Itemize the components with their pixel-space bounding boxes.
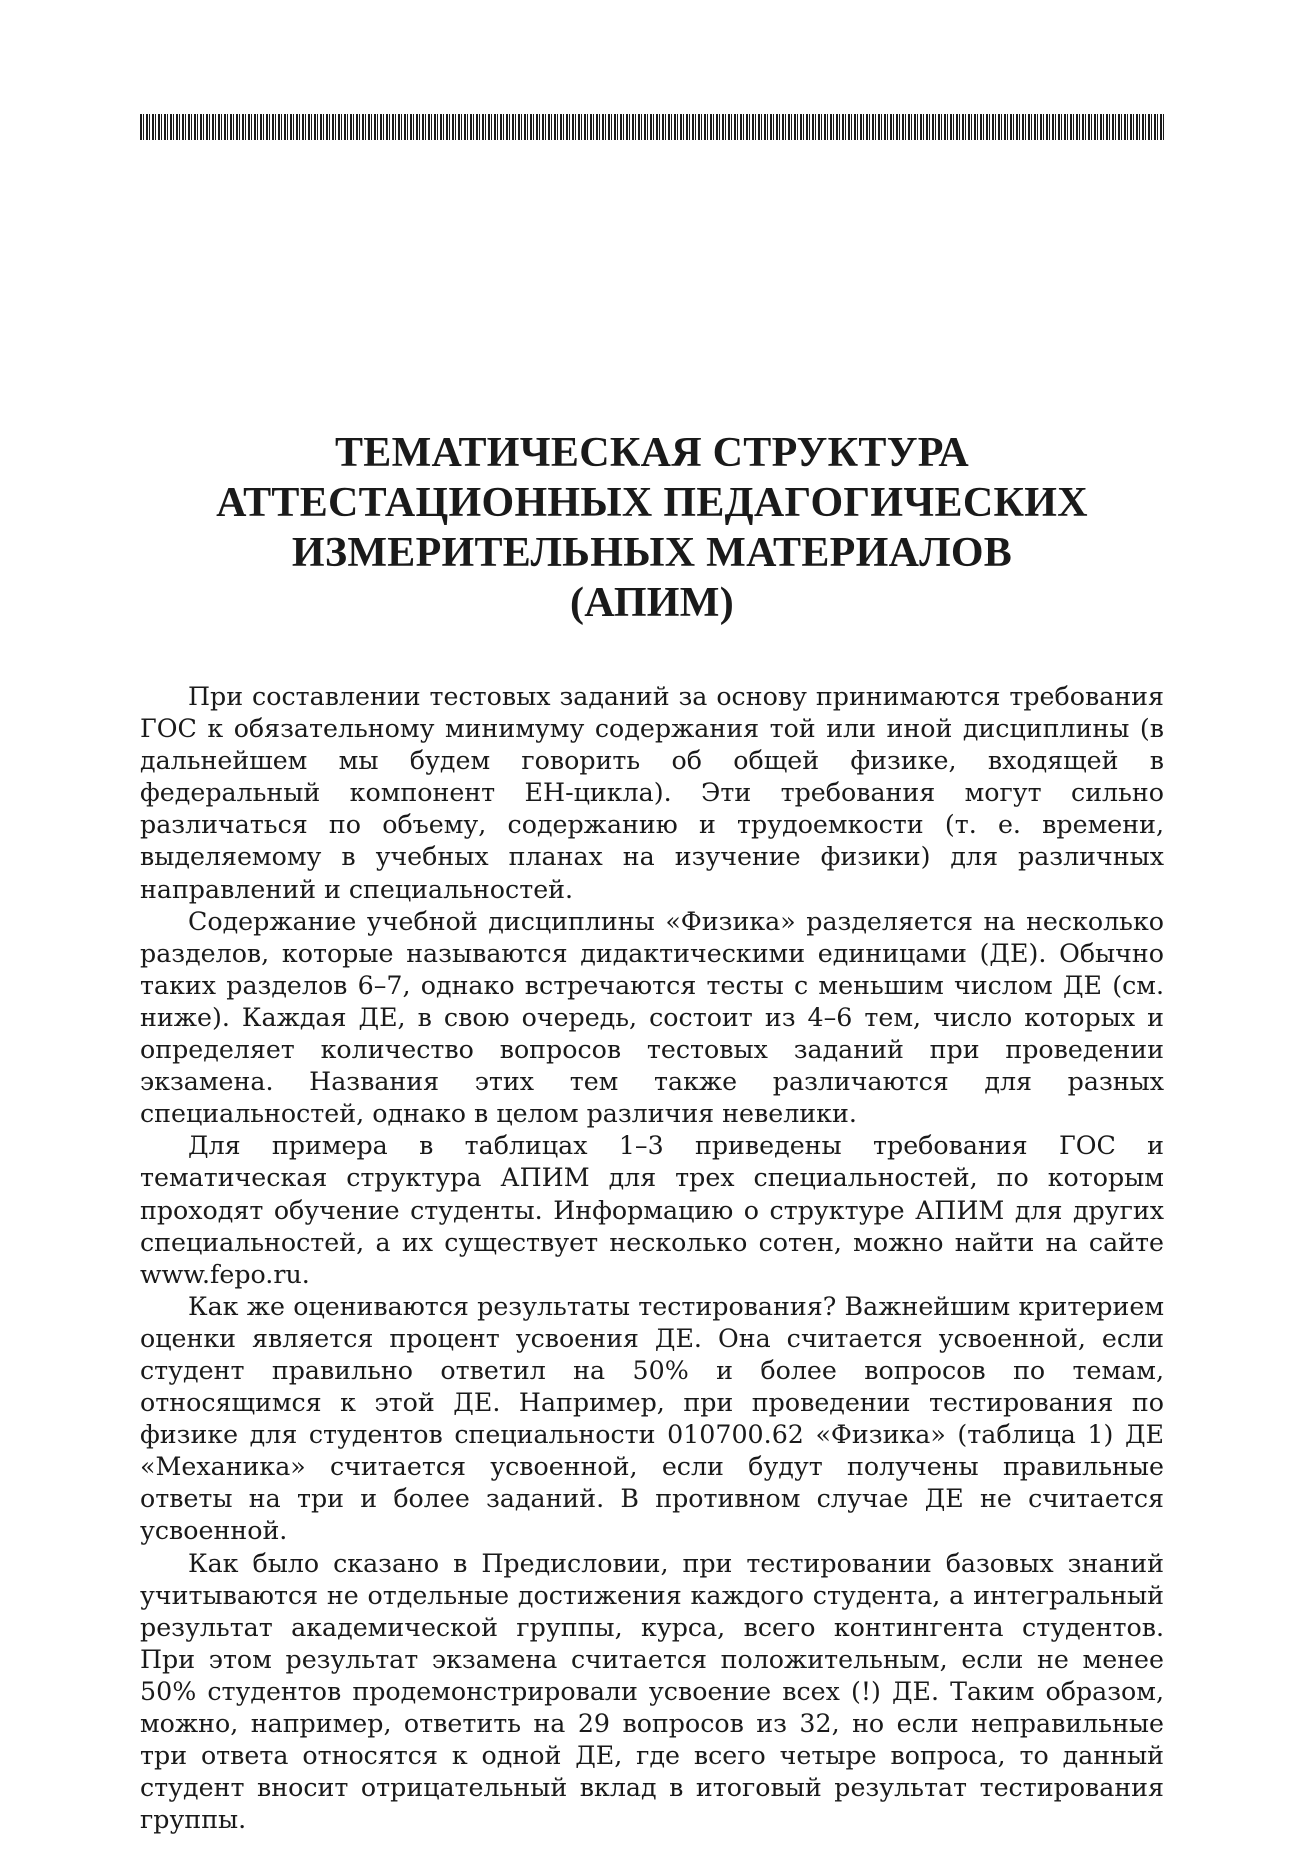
- body-text: [140, 681, 1164, 1836]
- paragraph-1: При составлении тестовых заданий за основу принимаются требования ГОС к обязательному минимуму содержания той или иной дисциплины (в дальнейшем мы будем говорить об общей физике, входящей в федеральный компонент ЕН-цикла). Эти требования могут сильно различаться по объему, содержанию и трудоемкости (т. е. времени, выделяемому в учебных планах на изучение физики) для различных направлений и специальностей.: [140, 682, 1164, 904]
- page-title: [140, 428, 1164, 628]
- title-line-4: (АПИМ): [569, 580, 735, 626]
- paragraph-3: Для примера в таблицах 1–3 приведены требования ГОС и тематическая структура АПИМ для трех специальностей, по которым проходят обучение студенты. Информацию о структуре АПИМ для других специальностей, а их существует несколько сотен, можно найти на сайте www.fepo.ru.: [140, 1131, 1164, 1289]
- paragraph-2: Содержание учебной дисциплины «Физика» разделяется на несколько разделов, которые называются дидактическими единицами (ДЕ). Обычно таких разделов 6–7, однако встречаются тесты с меньшим числом ДЕ (см. ниже). Каждая ДЕ, в свою очередь, состоит из 4–6 тем, число которых и определяет количество вопросов тестовых заданий при проведении экзамена. Названия этих тем также различаются для разных специальностей, однако в целом различия невелики.: [140, 906, 1164, 1129]
- paragraph-4: Как же оцениваются результаты тестирования? Важнейшим критерием оценки является процент усвоения ДЕ. Она считается усвоенной, если студент правильно ответил на 50% и более вопросов по темам, относящимся к этой ДЕ. Например, при проведении тестирования по физике для студентов специальности 010700.62 «Физика» (таблица 1) ДЕ «Механика» считается усвоенной, если будут получены правильные ответы на три и более заданий. В противном случае ДЕ не считается усвоенной.: [140, 1291, 1164, 1546]
- title-line-3: ИЗМЕРИТЕЛЬНЫХ МАТЕРИАЛОВ: [291, 530, 1013, 576]
- title-line-1: ТЕМАТИЧЕСКАЯ СТРУКТУРА: [334, 430, 970, 476]
- decorative-header-bar: [140, 114, 1164, 140]
- paragraph-5: Как было сказано в Предисловии, при тестировании базовых знаний учитываются не отдельные достижения каждого студента, а интегральный результат академической группы, курса, всего контингента студентов. При этом результат экзамена считается положительным, если не менее 50% студентов продемонстрировали усвоение всех (!) ДЕ. Таким образом, можно, например, ответить на 29 вопросов из 32, но если неправильные три ответа относятся к одной ДЕ, где всего четыре вопроса, то данный студент вносит отрицательный вклад в итоговый результат тестирования группы.: [140, 1548, 1164, 1835]
- title-line-2: АТТЕСТАЦИОННЫХ ПЕДАГОГИЧЕСКИХ: [216, 480, 1088, 526]
